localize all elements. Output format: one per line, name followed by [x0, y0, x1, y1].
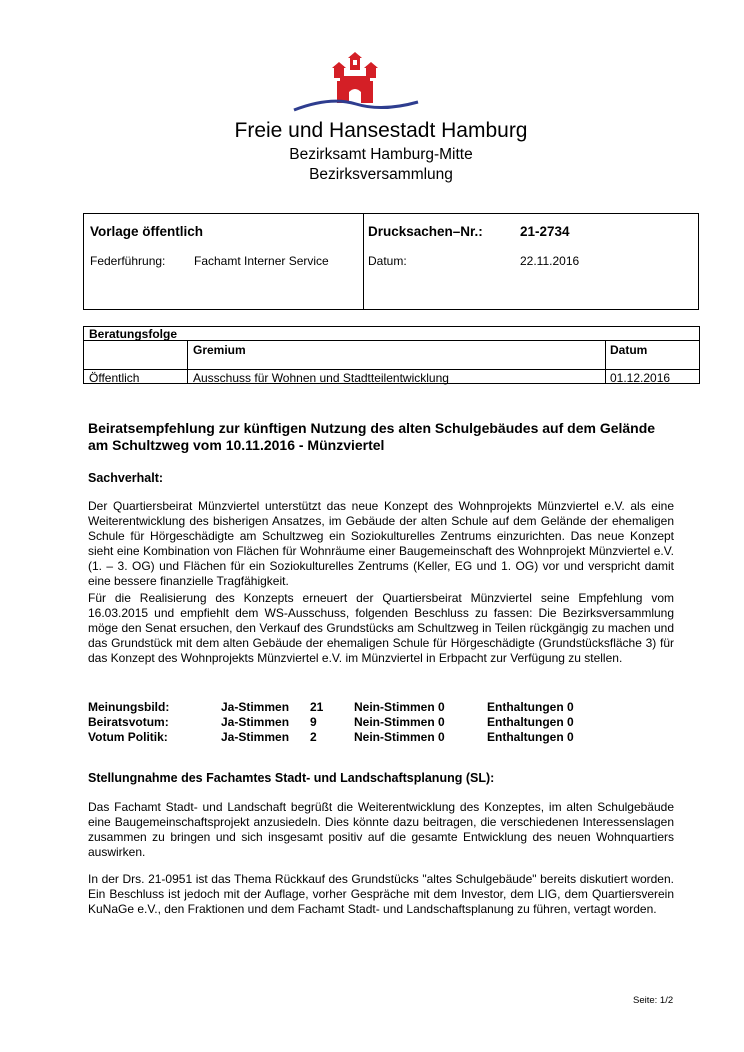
paragraph-2: Für die Realisierung des Konzepts erneuert der Quartiersbeirat Münzviertel seine Empfehlung vom 16.03.2015 und empfiehlt dem WS-Ausschuss, folgenden Beschluss zu fassen: Die Bezirksversammlung möge den Senat ersuchen, den Verkauf des Grundstücks am Schultzweg in Teilen rückgängig zu machen und das Grundstück mit dem alten Gebäude der ehemaligen Schule für Hörgeschädigte (Grundstücksfläche 3) für das Konzept des Wohnprojekts Münzviertel e.V. im Münzviertel in Erbpacht zur Verfügung zu stellen. [88, 591, 674, 665]
datum-label: Datum: [368, 254, 407, 268]
vote-enthaltungen: Enthaltungen 0 [487, 730, 574, 744]
vote-nein: Nein-Stimmen 0 [354, 730, 445, 744]
row-gremium: Ausschuss für Wohnen und Stadtteilentwicklung [193, 371, 449, 385]
stellungnahme-heading: Stellungnahme des Fachamtes Stadt- und Landschaftsplanung (SL): [88, 771, 495, 785]
document-title: Beiratsempfehlung zur künftigen Nutzung des alten Schulgebäudes auf dem Gelände am Schultzweg vom 10.11.2016 - Münzviertel [88, 420, 656, 453]
row-status: Öffentlich [89, 371, 140, 385]
vote-ja: Ja-Stimmen [221, 715, 290, 729]
beratungsfolge-table [83, 326, 700, 384]
table-col-divider-1 [187, 340, 188, 384]
vote-nein: Nein-Stimmen 0 [354, 700, 445, 714]
paragraph-3: Das Fachamt Stadt- und Landschaft begrüßt die Weiterentwicklung des Konzeptes, im alten Schulgebäude eine Baugemeinschaftsprojekt anzusiedeln. Dies könnte dazu beitragen, die verschiedenen Interessenslagen zusammen zu bringen und sich insgesamt positiv auf die gesamte Entwicklung des neuen Wohnquartiers auswirken. [88, 800, 674, 859]
district-office: Bezirksamt Hamburg-Mitte [289, 146, 473, 163]
sachverhalt-heading: Sachverhalt: [88, 471, 164, 485]
document-info-box [83, 213, 699, 310]
drucksachen-number: 21-2734 [520, 224, 570, 239]
datum-value: 22.11.2016 [520, 254, 580, 268]
hamburg-crest-logo [290, 52, 422, 114]
beratungsfolge-title: Beratungsfolge [89, 327, 178, 341]
page-number: Seite: 1/2 [633, 995, 674, 1006]
federfuehrung-value: Fachamt Interner Service [194, 254, 329, 268]
vote-ja-count: 21 [310, 700, 324, 714]
vote-ja: Ja-Stimmen [221, 700, 290, 714]
vote-nein: Nein-Stimmen 0 [354, 715, 445, 729]
table-col-divider-2 [605, 340, 606, 384]
vote-ja-count: 2 [310, 730, 317, 744]
city-title: Freie und Hansestadt Hamburg [234, 119, 528, 142]
drucksachen-label: Drucksachen–Nr.: [368, 224, 483, 239]
federfuehrung-label: Federführung: [90, 254, 166, 268]
vote-ja-count: 9 [310, 715, 317, 729]
info-box-divider [363, 214, 364, 309]
column-header-datum: Datum [610, 343, 648, 357]
vote-enthaltungen: Enthaltungen 0 [487, 715, 574, 729]
vote-ja: Ja-Stimmen [221, 730, 290, 744]
vote-label: Votum Politik: [88, 730, 168, 744]
vorlage-title: Vorlage öffentlich [90, 224, 204, 239]
paragraph-4: In der Drs. 21-0951 ist das Thema Rückkauf des Grundstücks "altes Schulgebäude" bereits diskutiert worden. Ein Beschluss ist jedoch mit der Auflage, vorher Gespräche mit dem Investor, dem LIG, dem Quartiersverein KuNaGe e.V., den Fraktionen und dem Fachamt Stadt- und Landschaftsplanung zu führen, vertagt worden. [88, 872, 674, 916]
vote-label: Beiratsvotum: [88, 715, 169, 729]
district-assembly: Bezirksversammlung [309, 166, 453, 183]
paragraph-1: Der Quartiersbeirat Münzviertel unterstützt das neue Konzept des Wohnprojekts Münzviertel e.V. als eine Weiterentwicklung des bisherigen Ansatzes, im Gebäude der alten Schule auf dem Gelände der ehemaligen Schule für Hörgeschädigte am Schultzweg ein Soziokulturelles Zentrums einzurichten. Das neue Konzept sieht eine Kombination von Flächen für Wohnräume einer Baugemeinschaft des Wohnprojekt Münzviertel e.V. (1. – 3. OG) und Flächen für ein Soziokulturelles Zentrums (Keller, EG und 1. OG) vor und verspricht damit eine bessere finanzielle Tragfähigkeit. [88, 499, 674, 588]
column-header-gremium: Gremium [193, 343, 246, 357]
table-header-row [83, 340, 700, 370]
row-datum: 01.12.2016 [610, 371, 671, 385]
vote-enthaltungen: Enthaltungen 0 [487, 700, 574, 714]
vote-label: Meinungsbild: [88, 700, 170, 714]
